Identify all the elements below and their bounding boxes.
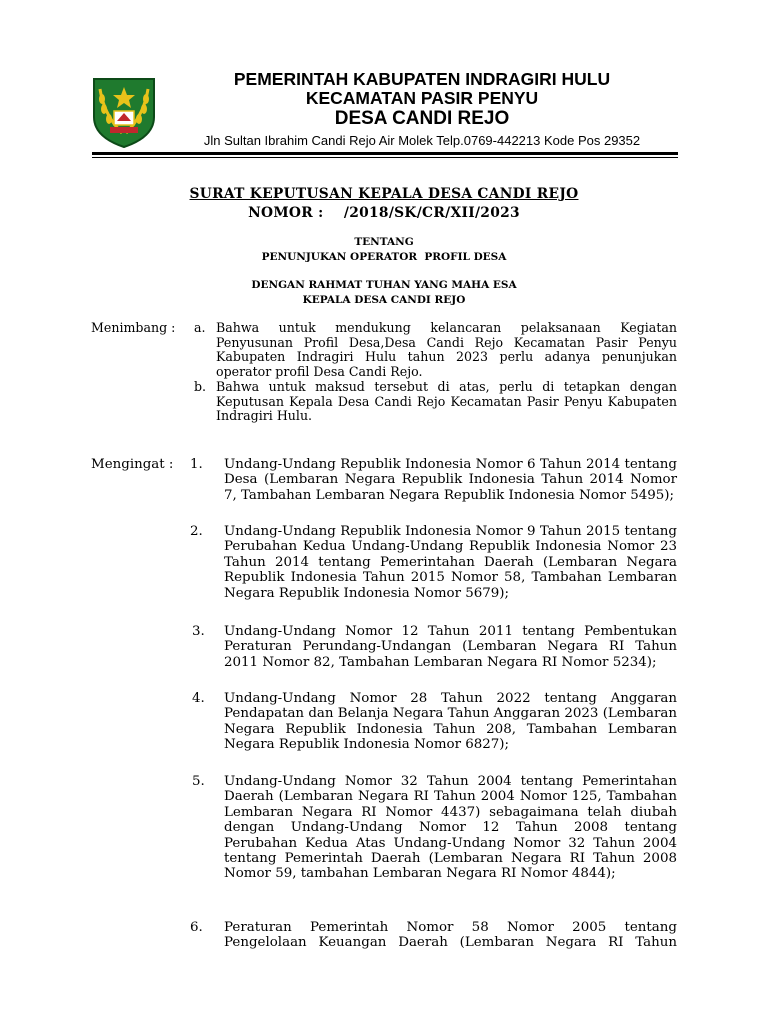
mengingat-item-6: Peraturan Pemerintah Nomor 58 Nomor 2005 tentang Pengelolaan Keuangan Daerah (Lembaran Negara RI Tahun xyxy=(224,920,677,951)
decree-title xyxy=(0,186,768,202)
letterhead xyxy=(162,70,682,149)
mengingat-marker-5: 5. xyxy=(192,774,205,789)
mengingat-item-4: Undang-Undang Nomor 28 Tahun 2022 tentang Anggaran Pendapatan dan Belanja Negara Tahun Anggaran 2023 (Lembaran Negara Republik Indonesia Tahun 208, Tambahan Lembaran Negara Republik Indonesia Nomor 6827); xyxy=(224,691,677,753)
mengingat-marker-3: 3. xyxy=(192,624,205,639)
coat-of-arms-logo xyxy=(90,75,158,149)
menimbang-marker-a: a. xyxy=(194,320,206,335)
mengingat-marker-4: 4. xyxy=(192,691,205,706)
mengingat-item-1: Undang-Undang Republik Indonesia Nomor 6 Tahun 2014 tentang Desa (Lembaran Negara Republik Indonesia Tahun 2014 Nomor 7, Tambahan Lembaran Negara Republik Indonesia Nomor 5495); xyxy=(224,457,677,503)
about-label: TENTANG xyxy=(354,236,414,248)
decree-number: NOMOR : /2018/SK/CR/XII/2023 xyxy=(248,205,520,221)
mengingat-item-5: Undang-Undang Nomor 32 Tahun 2004 tentang Pemerintahan Daerah (Lembaran Negara RI Tahun 2004 Nomor 125, Tambahan Lembaran Negara RI Nomor 4437) sebagaimana telah diubah dengan Undang-Undang Nomor 12 Tahun 2008 tentang Perubahan Kedua Atas Undang-Undang Nomor 32 Tahun 2004 tentang Pemerintah Daerah (Lembaran Negara RI Tahun 2008 Nomor 59, tambahan Lembaran Negara RI Nomor 4844); xyxy=(224,774,677,882)
mengingat-item-3: Undang-Undang Nomor 12 Tahun 2011 tentang Pembentukan Peraturan Perundang-Undangan (Lembaran Negara RI Tahun 2011 Nomor 82, Tambahan Lembaran Negara RI Nomor 5234); xyxy=(224,624,677,670)
letterhead-thin-rule xyxy=(92,157,678,158)
mengingat-marker-2: 2. xyxy=(190,524,203,539)
mengingat-marker-1: 1. xyxy=(190,457,203,472)
mengingat-label: Mengingat : xyxy=(91,457,174,472)
grace-line: DENGAN RAHMAT TUHAN YANG MAHA ESA xyxy=(251,279,517,291)
menimbang-item-a: Bahwa untuk mendukung kelancaran pelaksanaan Kegiatan Penyusunan Profil Desa,Desa Candi Rejo Kecamatan Pasir Penyu Kabupaten Indragiri Hulu tahun 2023 perlu adanya penunjukan operator profil Desa Candi Rejo. xyxy=(216,320,677,380)
letterhead-government: PEMERINTAH KABUPATEN INDRAGIRI HULU xyxy=(233,69,611,89)
letterhead-district: KECAMATAN PASIR PENYU xyxy=(305,88,539,108)
menimbang-label: Menimbang : xyxy=(91,320,176,335)
mengingat-item-2: Undang-Undang Republik Indonesia Nomor 9 Tahun 2015 tentang Perubahan Kedua Undang-Undang Republik Indonesia Nomor 23 Tahun 2014 tentang Pemerintahan Daerah (Lembaran Negara Republik Indonesia Tahun 2015 Nomor 58, Tambahan Lembaran Negara Republik Indonesia Nomor 5679); xyxy=(224,524,677,601)
letterhead-village: DESA CANDI REJO xyxy=(334,108,510,129)
decree-title-text: SURAT KEPUTUSAN KEPALA DESA CANDI REJO xyxy=(189,186,579,202)
mengingat-marker-6: 6. xyxy=(190,920,203,935)
menimbang-marker-b: b. xyxy=(194,379,207,394)
letterhead-thick-rule xyxy=(92,152,678,155)
official-line: KEPALA DESA CANDI REJO xyxy=(302,294,466,306)
menimbang-item-b: Bahwa untuk maksud tersebut di atas, perlu di tetapkan dengan Keputusan Kepala Desa Candi Rejo Kecamatan Pasir Penyu Kabupaten Indragiri Hulu. xyxy=(216,379,677,424)
letterhead-address: Jln Sultan Ibrahim Candi Rejo Air Molek Telp.0769-442213 Kode Pos 29352 xyxy=(203,133,641,148)
about-text: PENUNJUKAN OPERATOR PROFIL DESA xyxy=(261,251,507,263)
